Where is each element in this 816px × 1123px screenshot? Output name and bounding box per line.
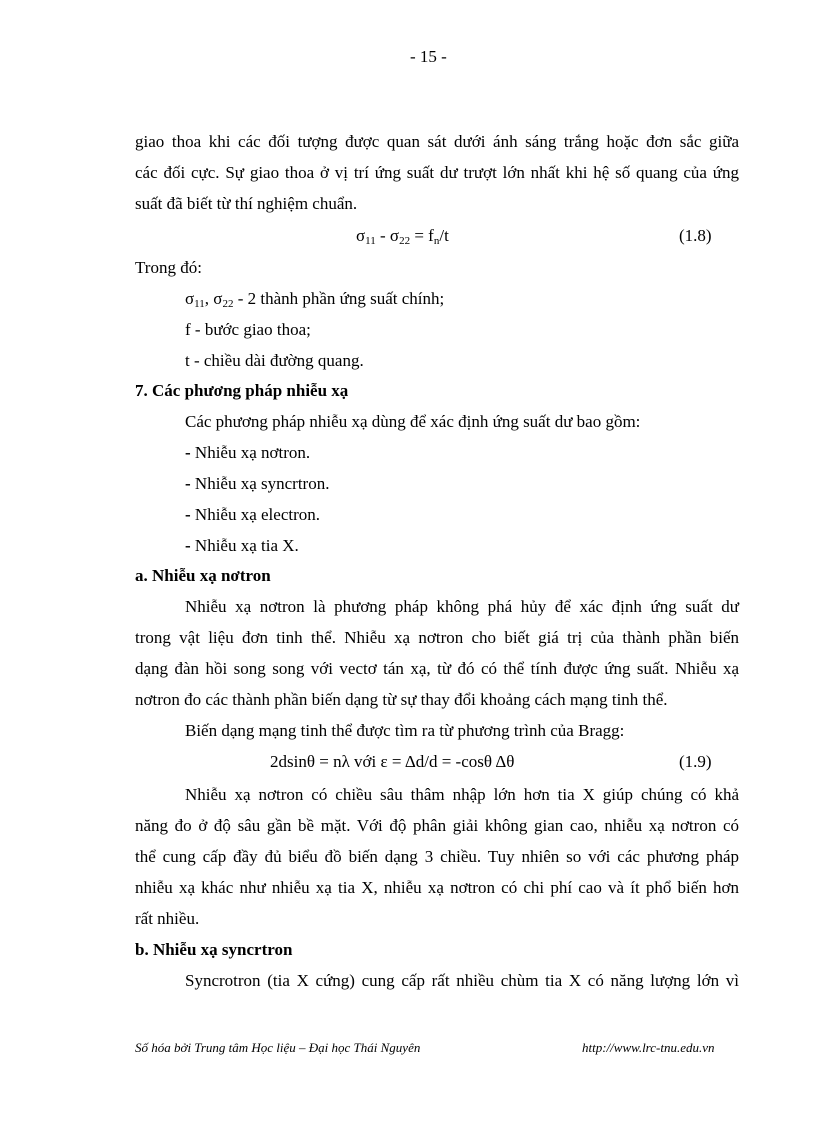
definition-sigma: $\sigma_{11}$, $\sigma_{22} - 2$ thành phần ứng suất chính; [185,289,445,310]
definition-f: f - bước giao thoa; [185,320,311,339]
subsection-heading-a: a. Nhiễu xạ nơtron [135,566,271,585]
paragraph-line: nơtron đo các thành phần biến dạng từ sự thay đổi khoảng cách mạng tinh thể. [135,690,668,709]
paragraph-line: Nhiễu xạ nơtron là phương pháp không phá hủy để xác định ứng suất dư [185,597,739,616]
section-heading-7: 7. Các phương pháp nhiễu xạ [135,381,349,400]
page-number: - 15 - [410,47,447,66]
equation-1-8: $\sigma_{11} - \sigma_{22} = f_n/t$ [356,226,449,247]
paragraph-line: giao thoa khi các đối tượng được quan sát dưới ánh sáng trắng hoặc đơn sắc giữa [135,132,739,151]
paragraph-line: dạng đàn hồi song song với vectơ tán xạ, từ đó có thể tính được ứng suất. Nhiễu xạ [135,659,739,678]
paragraph-line: nhiễu xạ khác như nhiễu xạ tia X, nhiễu xạ nơtron có chi phí cao và ít phổ biến hơn [135,878,739,897]
list-item: - Nhiễu xạ nơtron. [185,443,311,462]
list-item: - Nhiễu xạ tia X. [185,536,299,555]
paragraph-line: suất đã biết từ thí nghiệm chuẩn. [135,194,358,213]
trong-do-label: Trong đó: [135,258,202,277]
footer-source: Số hóa bởi Trung tâm Học liệu – Đại học Thái Nguyên [135,1040,421,1055]
paragraph-line: Syncrotron (tia X cứng) cung cấp rất nhiều chùm tia X có năng lượng lớn vì [185,971,739,990]
footer-url: http://www.lrc-tnu.edu.vn [582,1040,715,1055]
list-item: - Nhiễu xạ syncrtron. [185,474,330,493]
paragraph-line: Các phương pháp nhiễu xạ dùng để xác định ứng suất dư bao gồm: [185,412,641,431]
paragraph-line: năng đo ở độ sâu gần bề mặt. Với độ phân giải không gian cao, nhiễu xạ nơtron có [135,816,739,835]
paragraph-line: thể cung cấp đầy đủ biểu đồ biến dạng 3 chiều. Tuy nhiên so với các phương pháp [135,847,739,866]
paragraph-line: Nhiễu xạ nơtron có chiều sâu thâm nhập lớn hơn tia X giúp chúng có khả [185,785,739,804]
equation-1-9: 2dsinθ = nλ với ε = Δd/d = -cosθ Δθ [270,752,515,771]
list-item: - Nhiễu xạ electron. [185,505,321,524]
paragraph-line: Biến dạng mạng tinh thể được tìm ra từ phương trình của Bragg: [185,721,625,740]
equation-number: (1.8) [679,226,712,245]
definition-t: t - chiều dài đường quang. [185,351,364,370]
paragraph-line: các đối cực. Sự giao thoa ở vị trí ứng suất dư trượt lớn nhất khi hệ số quang của ứng [135,163,739,182]
paragraph-line: trong vật liệu đơn tinh thể. Nhiễu xạ nơtron cho biết giá trị của thành phần biến [135,628,739,647]
paragraph-line: rất nhiều. [135,909,200,928]
subsection-heading-b: b. Nhiễu xạ syncrtron [135,940,293,959]
equation-number: (1.9) [679,752,712,771]
